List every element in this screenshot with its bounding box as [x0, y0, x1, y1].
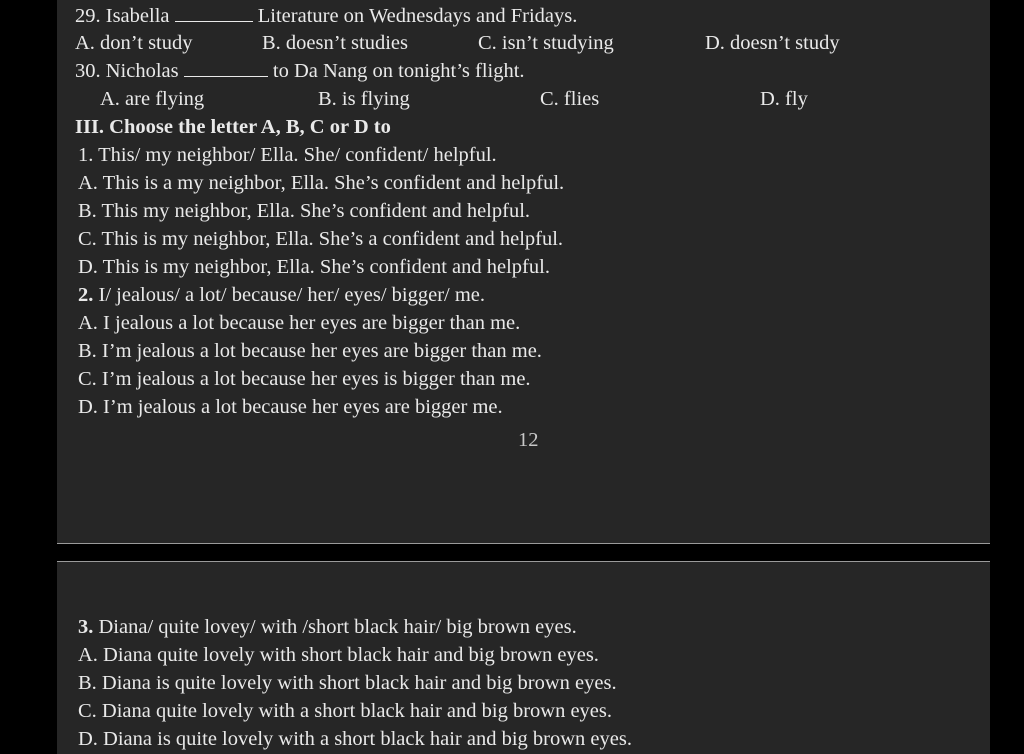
s2-option-d: D. I’m jealous a lot because her eyes are bigger me.	[78, 396, 503, 418]
question-30	[75, 59, 525, 83]
s1-option-d: D. This is my neighbor, Ella. She’s confident and helpful.	[78, 256, 550, 278]
s3-option-d: D. Diana is quite lovely with a short black hair and big brown eyes.	[78, 728, 632, 750]
q30-blank	[184, 59, 268, 77]
q29-option-c: C. isn’t studying	[478, 32, 614, 54]
q29-number: 29.	[75, 5, 101, 27]
q30-number: 30.	[75, 60, 101, 82]
s3-number: 3.	[78, 616, 94, 638]
s2-prompt-text: I/ jealous/ a lot/ because/ her/ eyes/ bigger/ me.	[93, 284, 486, 306]
s2-option-c: C. I’m jealous a lot because her eyes is bigger than me.	[78, 368, 531, 390]
q30-option-d: D. fly	[760, 88, 808, 110]
section-heading: III. Choose the letter A, B, C or D to	[75, 116, 391, 138]
q29-rest: Literature on Wednesdays and Fridays.	[257, 5, 578, 27]
q30-subject: Nicholas	[105, 60, 179, 82]
page-divider-top	[57, 543, 990, 544]
q29-option-a: A. don’t study	[75, 32, 193, 54]
s3-option-b: B. Diana is quite lovely with short black hair and big brown eyes.	[78, 672, 617, 694]
q30-option-c: C. flies	[540, 88, 600, 110]
s2-option-b: B. I’m jealous a lot because her eyes are bigger than me.	[78, 340, 542, 362]
question-29	[75, 4, 577, 28]
q29-option-d: D. doesn’t study	[705, 32, 840, 54]
q30-rest: to Da Nang on tonight’s flight.	[272, 60, 525, 82]
s2-option-a: A. I jealous a lot because her eyes are bigger than me.	[78, 312, 521, 334]
s1-option-c: C. This is my neighbor, Ella. She’s a confident and helpful.	[78, 228, 564, 250]
s2-prompt	[78, 283, 485, 307]
page-number: 12	[518, 429, 539, 451]
q29-option-b: B. doesn’t studies	[262, 32, 408, 54]
s1-option-b: B. This my neighbor, Ella. She’s confident and helpful.	[78, 200, 531, 222]
s2-number: 2.	[78, 284, 94, 306]
s3-option-c: C. Diana quite lovely with a short black hair and big brown eyes.	[78, 700, 613, 722]
q30-option-a: A. are flying	[100, 88, 205, 110]
s3-option-a: A. Diana quite lovely with short black hair and big brown eyes.	[78, 644, 599, 666]
q30-option-b: B. is flying	[318, 88, 410, 110]
s3-prompt	[78, 615, 577, 639]
s1-option-a: A. This is a my neighbor, Ella. She’s confident and helpful.	[78, 172, 565, 194]
s1-prompt: 1. This/ my neighbor/ Ella. She/ confident/ helpful.	[78, 144, 497, 166]
s3-prompt-text: Diana/ quite lovey/ with /short black hair/ big brown eyes.	[93, 616, 577, 638]
q29-blank	[175, 4, 253, 22]
q29-subject: Isabella	[105, 5, 170, 27]
